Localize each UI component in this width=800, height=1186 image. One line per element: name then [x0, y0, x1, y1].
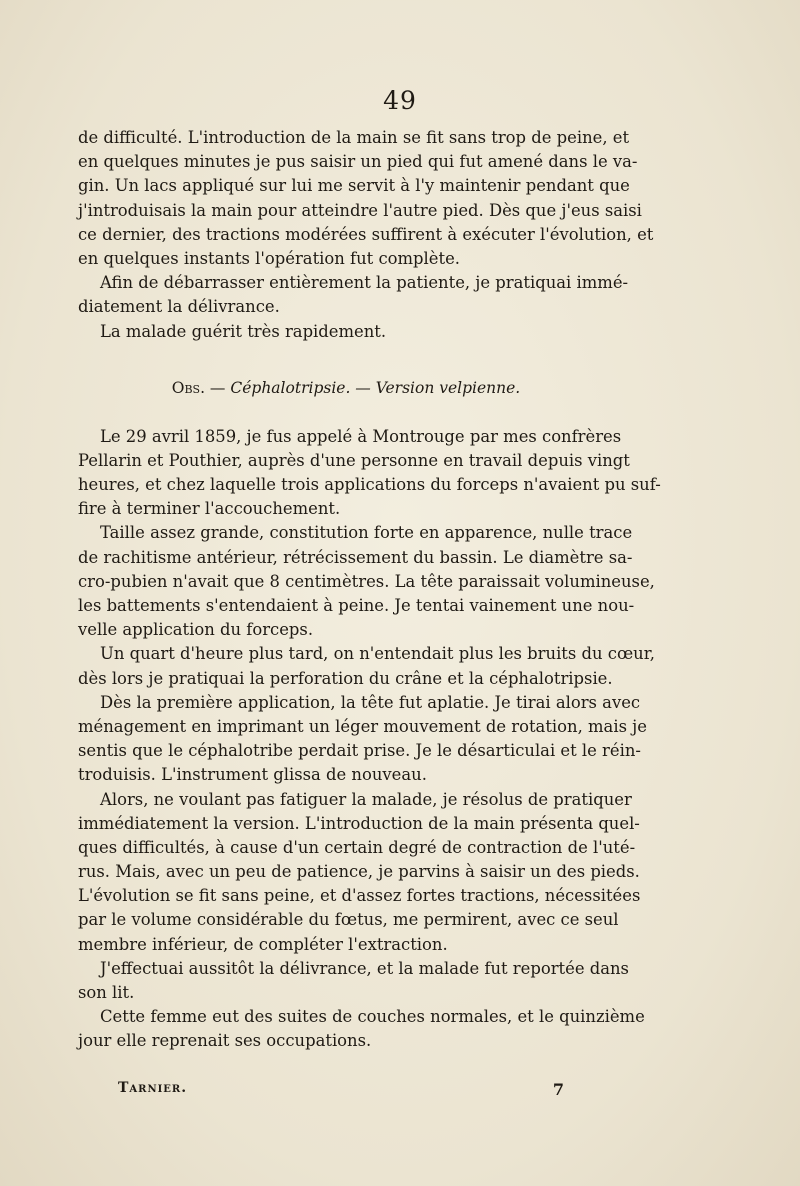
text-line: Cette femme eut des suites de couches normales, et le quinzième [100, 1007, 645, 1027]
text-line: Un quart d'heure plus tard, on n'entendait plus les bruits du cœur, [100, 644, 655, 664]
page-number: 49 [383, 86, 417, 115]
text-line: troduisis. L'instrument glissa de nouveau. [78, 765, 427, 785]
text-line: en quelques instants l'opération fut complète. [78, 248, 460, 268]
text-line: Pellarin et Pouthier, auprès d'une personne en travail depuis vingt [78, 450, 630, 470]
text-line: velle application du forceps. [78, 620, 314, 640]
heading-prefix: Obs. — [171, 378, 226, 397]
text-line: de rachitisme antérieur, rétrécissement du bassin. Le diamètre sa- [78, 547, 633, 567]
page-footer [118, 1080, 564, 1099]
text-line: diatement la délivrance. [78, 297, 280, 317]
text-line: Afin de débarrasser entièrement la patiente, je pratiquai immé- [100, 273, 629, 293]
text-line: ménagement en imprimant un léger mouvement de rotation, mais je [78, 716, 647, 736]
text-line: fire à terminer l'accouchement. [78, 499, 341, 519]
text-line: Taille assez grande, constitution forte en apparence, nulle trace [100, 523, 633, 543]
text-line: son lit. [78, 983, 135, 1002]
observation-heading [78, 376, 614, 400]
text-line: en quelques minutes je pus saisir un pied qui fut amené dans le va- [78, 152, 638, 172]
text-line: j'introduisais la main pour atteindre l'autre pied. Dès que j'eus saisi [78, 200, 642, 220]
text-line: membre inférieur, de compléter l'extraction. [78, 934, 448, 954]
text-line: ques difficultés, à cause d'un certain degré de contraction de l'uté- [78, 837, 636, 857]
text-line: La malade guérit très rapidement. [100, 321, 387, 341]
text-line: ce dernier, des tractions modérées suffirent à exécuter l'évolution, et [78, 224, 654, 244]
body-text [78, 126, 661, 1054]
text-line: J'effectuai aussitôt la délivrance, et la malade fut reportée dans [100, 958, 629, 978]
text-line: dès lors je pratiquai la perforation du crâne et la céphalotripsie. [78, 668, 613, 688]
text-line: immédiatement la version. L'introduction de la main présenta quel- [78, 813, 640, 833]
text-line: de difficulté. L'introduction de la main se fit sans trop de peine, et [78, 128, 630, 147]
text-line: Dès la première application, la tête fut aplatie. Je tirai alors avec [100, 692, 641, 712]
text-line: sentis que le céphalotribe perdait prise. Je le désarticulai et le réin- [78, 741, 641, 761]
text-line: heures, et chez laquelle trois applications du forceps n'avaient pu suf- [78, 475, 661, 495]
heading-title: Céphalotripsie. — Version velpienne. [230, 378, 521, 397]
text-line: rus. Mais, avec un peu de patience, je parvins à saisir un des pieds. [78, 862, 640, 882]
text-line: L'évolution se fit sans peine, et d'assez fortes tractions, nécessitées [78, 886, 641, 906]
footer-author: Tarnier. [118, 1080, 188, 1096]
text-line: gin. Un lacs appliqué sur lui me servit à l'y maintenir pendant que [78, 176, 630, 196]
text-line: cro-pubien n'avait que 8 centimètres. La tête paraissait volumineuse, [78, 571, 655, 591]
signature-mark: 7 [552, 1080, 564, 1099]
text-line: Le 29 avril 1859, je fus appelé à Montrouge par mes confrères [100, 426, 622, 446]
text-line: Alors, ne voulant pas fatiguer la malade, je résolus de pratiquer [100, 789, 632, 809]
text-line: par le volume considérable du fœtus, me permirent, avec ce seul [78, 910, 619, 930]
text-line: jour elle reprenait ses occupations. [78, 1031, 372, 1051]
text-line: les battements s'entendaient à peine. Je tentai vainement une nou- [78, 596, 635, 615]
